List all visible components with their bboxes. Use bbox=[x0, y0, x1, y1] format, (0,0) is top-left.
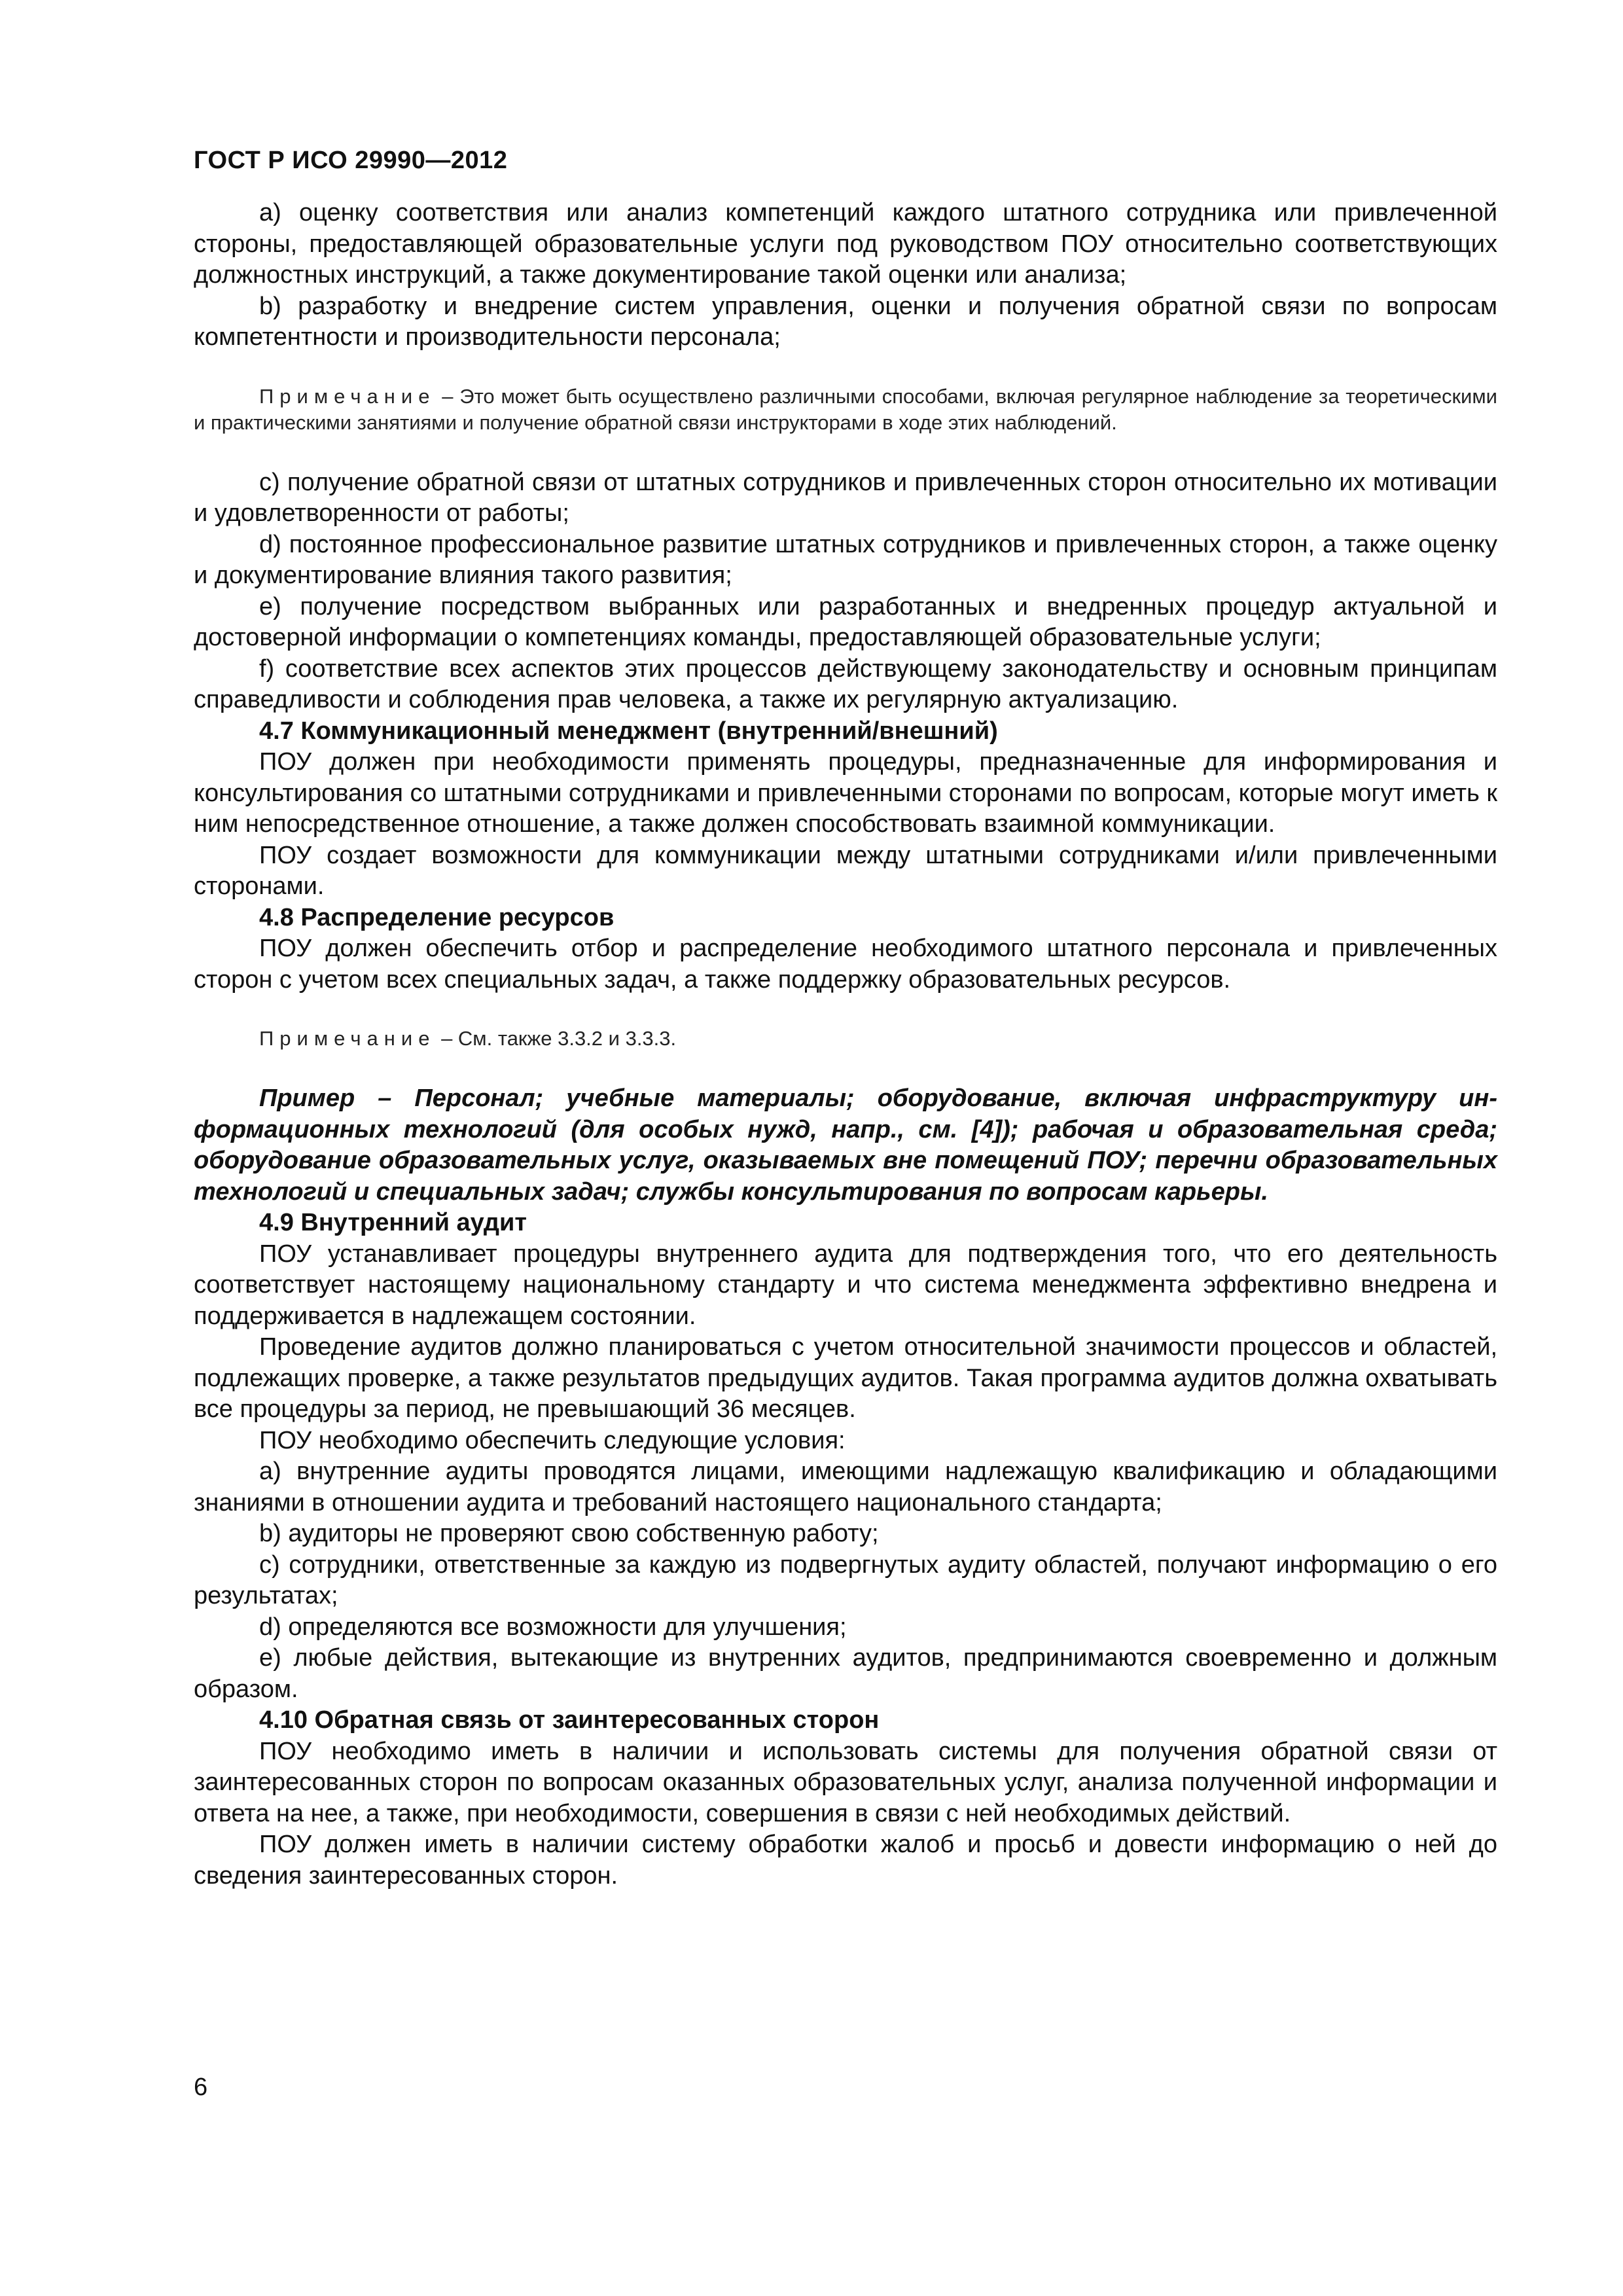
section-4-10-paragraph: ПОУ должен иметь в наличии систему обработки жалоб и просьб и довести информацию о ней до сведения заинтересованных сторон. bbox=[194, 1831, 1497, 1890]
page-body bbox=[194, 198, 1497, 1892]
list-item-e: e) получение посредством выбранных или разработанных и внедренных процедур актуальной и достоверной информации о компетенциях команды, предоставляющей образовательные услуги; bbox=[194, 592, 1497, 651]
note-label: Примечание bbox=[259, 1027, 436, 1050]
section-heading-4-9: 4.9 Внутренний аудит bbox=[259, 1209, 527, 1236]
note-label: Примечание bbox=[259, 384, 436, 408]
section-4-9-paragraph: Проведение аудитов должно планироваться с учетом относительной значимости процессов и областей, подлежащих проверке, а также результатов предыдущих аудитов. Такая программа аудитов должна охватывать все процедуры за период, не превышающий 36 месяцев. bbox=[194, 1333, 1497, 1423]
note-text: – Это может быть осуществлено различными способами, включая регулярное наблюдение за теоретическими и практическими занятиями и получение обратной связи инструкторами в ходе этих наблюдений. bbox=[194, 384, 1497, 434]
audit-list-item-e: e) любые действия, вытекающие из внутренних аудитов, предпринимаются своевременно и должным образом. bbox=[194, 1644, 1497, 1703]
list-item-c: c) получение обратной связи от штатных сотрудников и привлеченных сторон относительно их мотивации и удовлетворенности от работы; bbox=[194, 468, 1497, 527]
note-text: – См. также 3.3.2 и 3.3.3. bbox=[441, 1027, 677, 1050]
section-4-9-paragraph: ПОУ устанавливает процедуры внутреннего аудита для подтверждения того, что его деятельность соответствует настоящему национальному стандарту и что система менеджмента эффективно внедрена и поддерживается в надлежащем состоянии. bbox=[194, 1240, 1497, 1330]
section-4-9-paragraph: ПОУ необходимо обеспечить следующие условия: bbox=[259, 1426, 846, 1454]
section-4-7-paragraph: ПОУ должен при необходимости применять процедуры, предназначенные для информирования и консультирования со штатными сотрудниками и привлеченными сторонами по вопросам, которые могут иметь к ним непосредственное отношение, а также должен способствовать взаимной коммуникации. bbox=[194, 748, 1497, 838]
list-item-f: f) соответствие всех аспектов этих процессов действующему законодательству и основным принципам справедливости и соблюдения прав человека, а также их регулярную актуализацию. bbox=[194, 655, 1497, 713]
audit-list-item-d: d) определяются все возможности для улучшения; bbox=[259, 1613, 847, 1641]
list-item-d: d) постоянное профессиональное развитие штатных сотрудников и привлеченных сторон, а также оценку и документирование влияния такого развития; bbox=[194, 530, 1497, 589]
document-header: ГОСТ Р ИСО 29990—2012 bbox=[194, 147, 508, 174]
example-paragraph: Пример – Персонал; учебные материалы; оборудование, включая инфраструктуру информационных технологий (для особых нужд, напр., см. [4]); рабочая и образовательная среда; оборудование образовательных услуг, оказываемых вне помещений ПОУ; перечни образовательных технологий и специальных задач; службы консультирования по вопросам карьеры. bbox=[194, 1085, 1497, 1206]
audit-list-item-a: a) внутренние аудиты проводятся лицами, имеющими надлежащую квалификацию и обладающими знаниями в отношении аудита и требований настоящего национального стандарта; bbox=[194, 1458, 1497, 1516]
section-4-10-paragraph: ПОУ необходимо иметь в наличии и использовать системы для получения обратной связи от заинтересованных сторон по вопросам оказанных образовательных услуг, анализа полученной информации и ответа на нее, а также, при необходимости, совершения в связи с ней необходимых действий. bbox=[194, 1737, 1497, 1827]
section-heading-4-10: 4.10 Обратная связь от заинтересованных сторон bbox=[259, 1706, 880, 1734]
section-heading-4-7: 4.7 Коммуникационный менеджмент (внутренний/внешний) bbox=[259, 717, 998, 745]
list-item-a: a) оценку соответствия или анализ компетенций каждого штатного сотрудника или привлеченной стороны, предоставляющей образовательные услуги под руководством ПОУ относительно соответствующих должностных инструкций, а также документирование такой оценки или анализа; bbox=[194, 199, 1497, 289]
audit-list-item-b: b) аудиторы не проверяют свою собственную работу; bbox=[259, 1520, 879, 1547]
section-heading-4-8: 4.8 Распределение ресурсов bbox=[259, 903, 615, 931]
note-1 bbox=[194, 384, 1497, 436]
page-number: 6 bbox=[194, 2073, 208, 2101]
audit-list-item-c: c) сотрудники, ответственные за каждую из подвергнутых аудиту областей, получают информацию о его результатах; bbox=[194, 1551, 1497, 1609]
list-item-b: b) разработку и внедрение систем управления, оценки и получения обратной связи по вопросам компетентности и производительности персонала; bbox=[194, 292, 1497, 351]
note-2 bbox=[194, 1026, 1497, 1052]
section-4-8-paragraph: ПОУ должен обеспечить отбор и распределение необходимого штатного персонала и привлеченных сторон с учетом всех специальных задач, а также поддержку образовательных ресурсов. bbox=[194, 935, 1497, 994]
section-4-7-paragraph: ПОУ создает возможности для коммуникации между штатными сотрудниками и/или привлеченными сторонами. bbox=[194, 841, 1497, 900]
